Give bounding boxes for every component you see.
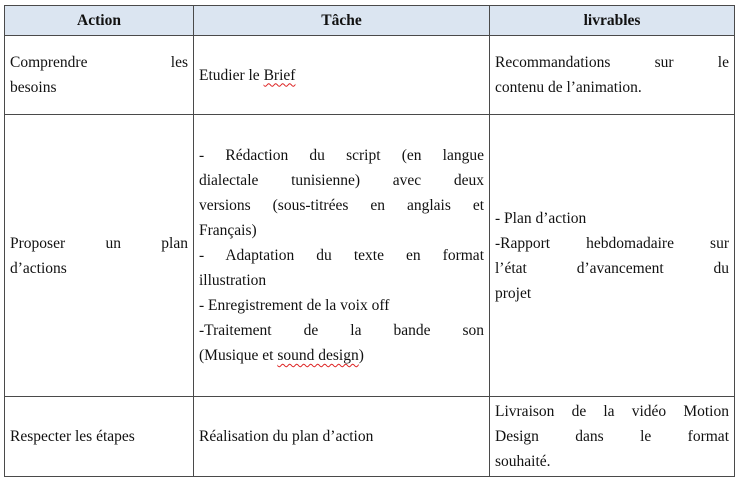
deliverables-line: Livraison de la vidéo Motion — [495, 403, 729, 420]
header-deliverables: livrables — [490, 6, 735, 36]
task-cell — [194, 115, 490, 397]
header-action: Action — [5, 6, 194, 36]
action-cell: Respecter les étapes — [5, 397, 194, 477]
task-line: versions (sous-titrées en anglais et — [199, 197, 484, 214]
table-row — [5, 36, 735, 115]
deliverables-line: -Rapport hebdomadaire sur — [495, 234, 729, 252]
table-row — [5, 397, 735, 477]
action-line: d’actions — [10, 259, 67, 277]
deliverables-line: contenu de l’animation. — [495, 79, 642, 96]
task-cell — [194, 36, 490, 115]
action-task-deliverables-table — [4, 5, 735, 477]
deliverables-line: souhaité. — [495, 453, 551, 470]
task-line: dialectale tunisienne) avec deux — [199, 172, 484, 189]
table-header-row — [5, 6, 735, 36]
deliverables-line: - Plan d’action — [495, 209, 587, 227]
deliverables-cell — [490, 397, 735, 477]
task-line: -Traitement de la bande son — [199, 322, 484, 339]
action-cell — [5, 36, 194, 115]
header-task: Tâche — [194, 6, 490, 36]
action-line: besoins — [10, 79, 57, 96]
deliverables-line: l’état d’avancement du — [495, 259, 729, 277]
task-cell: Réalisation du plan d’action — [194, 397, 490, 477]
task-line: illustration — [199, 272, 267, 289]
task-text: Etudier le — [199, 66, 264, 84]
task-line: - Rédaction du script (en langue — [199, 147, 484, 164]
deliverables-cell — [490, 36, 735, 115]
task-text-sound-design: sound design — [277, 347, 359, 364]
task-text: ) — [358, 347, 364, 364]
deliverables-line: Design dans le format — [495, 428, 729, 445]
deliverables-cell — [490, 115, 735, 397]
action-line: Proposer un plan — [10, 234, 188, 252]
task-line: - Enregistrement de la voix off — [199, 297, 390, 314]
action-line: Comprendre les — [10, 54, 188, 71]
action-cell — [5, 115, 194, 397]
task-line: Français) — [199, 222, 257, 239]
task-line-last — [199, 343, 484, 368]
deliverables-line: Recommandations sur le — [495, 54, 729, 71]
task-text-brief: Brief — [263, 66, 296, 84]
deliverables-line: projet — [495, 284, 532, 302]
task-line: - Adaptation du texte en format — [199, 247, 484, 264]
table-row — [5, 115, 735, 397]
task-text: (Musique et — [199, 347, 278, 364]
